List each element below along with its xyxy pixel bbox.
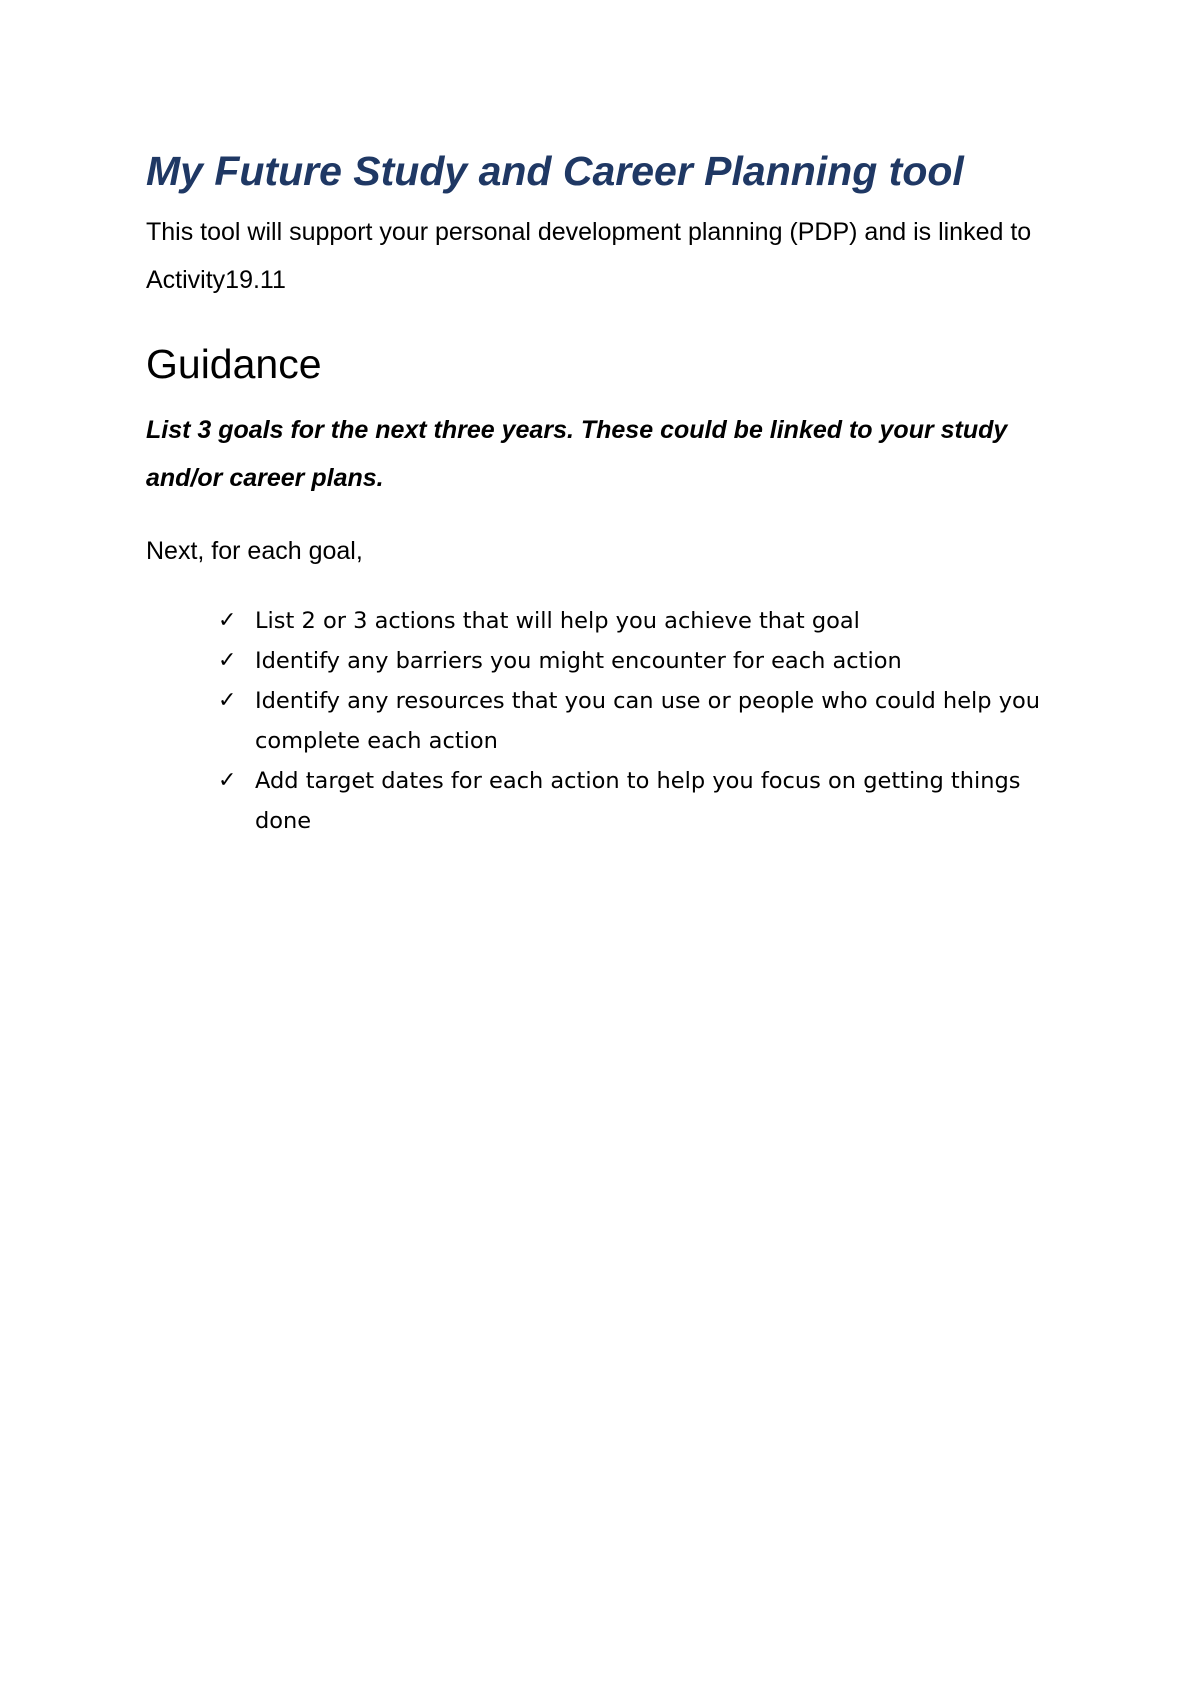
check-icon: ✓: [218, 688, 237, 713]
next-step-text: Next, for each goal,: [146, 537, 363, 565]
check-icon: ✓: [218, 648, 237, 673]
checklist-item: [218, 761, 1065, 841]
checklist-item: [218, 601, 1065, 641]
checklist-item: [218, 681, 1065, 761]
checklist-item-text: Identify any barriers you might encounter for each action: [255, 648, 902, 674]
checklist-item-text: Identify any resources that you can use or people who could help you complete each action: [255, 688, 1041, 754]
intro-paragraph: This tool will support your personal development planning (PDP) and is linked to Activity19.11: [146, 218, 1032, 294]
guidance-heading: Guidance: [146, 341, 322, 387]
document-title: My Future Study and Career Planning tool: [146, 148, 964, 194]
checklist-item-text: List 2 or 3 actions that will help you achieve that goal: [255, 608, 860, 634]
check-icon: ✓: [218, 608, 237, 633]
document-content: [146, 142, 1076, 841]
checklist-item: [218, 641, 1065, 681]
check-icon: ✓: [218, 768, 237, 793]
guidance-instruction: List 3 goals for the next three years. These could be linked to your study and/or career plans.: [146, 416, 1008, 492]
action-checklist: [146, 601, 1076, 841]
checklist-item-text: Add target dates for each action to help you focus on getting things done: [255, 768, 1021, 834]
